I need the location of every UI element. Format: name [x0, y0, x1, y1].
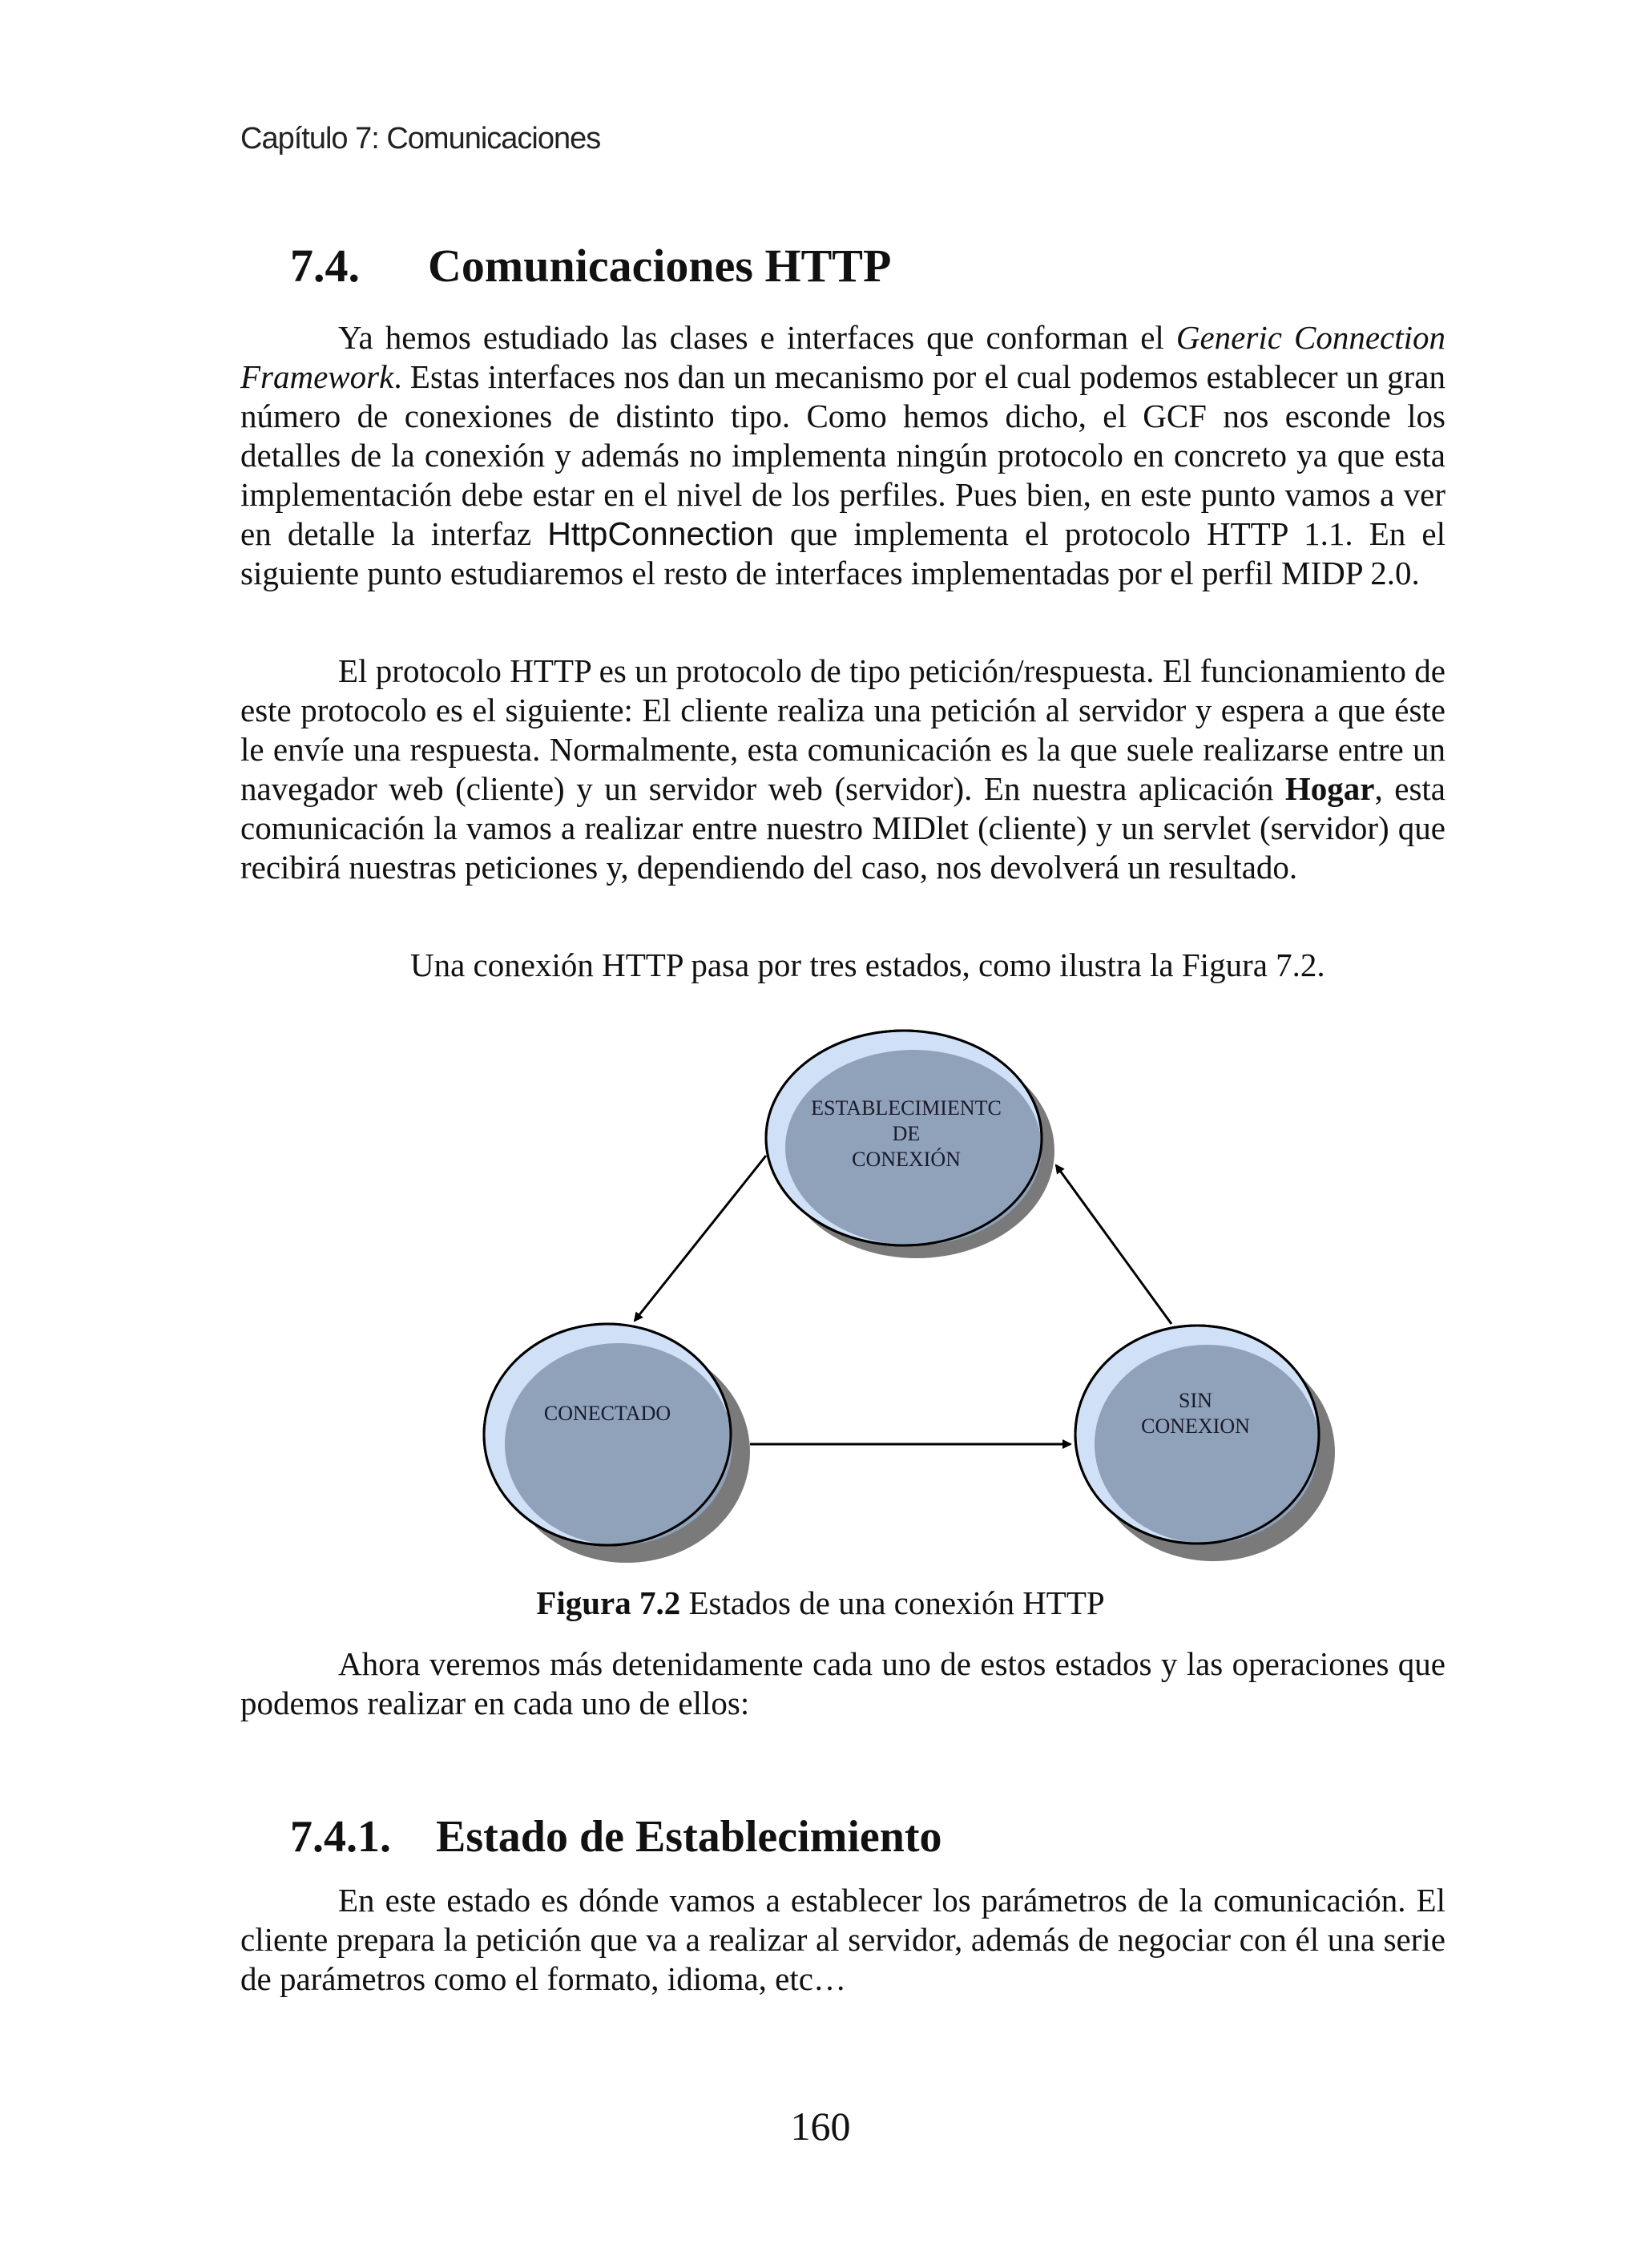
node-left-label: CONECTADO — [543, 1402, 671, 1425]
node-top-label-2: DE — [892, 1122, 921, 1145]
arrow-establecimiento-to-conectado — [635, 1156, 766, 1321]
figure-caption — [240, 1584, 1401, 1623]
p1-text-2: . Estas interfaces nos dan un mecanismo por el cual podemos establecer un gran número de conexiones de distinto tipo. Como hemos dicho, el GCF nos esconde los detalles de la conexión y además no implementa ningún protocolo en concreto ya que esta implementación debe estar en el nivel de los perfiles. Pues bien, en este punto vamos a ver en detalle la interfaz — [240, 358, 1445, 552]
node-right-label-2: CONEXION — [1141, 1414, 1250, 1438]
subsection-number: 7.4.1. — [290, 1812, 391, 1862]
figure-caption-text: Estados de una conexión HTTP — [680, 1584, 1105, 1621]
arrow-sin-conexion-to-establecimiento — [1056, 1165, 1171, 1324]
paragraph-states-detail — [240, 1645, 1445, 1723]
p1-emphasis: Generic Connection Framework — [240, 319, 1445, 395]
p2-text-2: , esta comunicación la vamos a realizar entre nuestro MIDlet (cliente) y un servlet (servidor) que recibirá nuestras peticiones y, dependiendo del caso, nos devolverá un resultado. — [240, 770, 1445, 886]
node-establecimiento — [766, 1031, 1054, 1258]
subsection-heading — [290, 1811, 942, 1862]
node-right-fill — [1095, 1345, 1319, 1544]
running-header: Capítulo 7: Comunicaciones — [240, 122, 601, 155]
sub-p1-text: En este estado es dónde vamos a establecer los parámetros de la comunicación. El cliente prepara la petición que va a realizar al servidor, además de negociar con él una serie de parámetros como el formato, idioma, etc… — [240, 1882, 1445, 1997]
node-right-label-1: SIN — [1179, 1389, 1212, 1412]
page-number: 160 — [790, 2104, 851, 2149]
figure-caption-label: Figura 7.2 — [536, 1584, 681, 1621]
node-left-fill — [505, 1343, 732, 1545]
node-top-label-3: CONEXIÓN — [852, 1148, 961, 1171]
subsection-title: Estado de Establecimiento — [436, 1812, 942, 1862]
p2-bold: Hogar — [1284, 770, 1375, 807]
section-title: Comunicaciones HTTP — [428, 240, 892, 292]
paragraph-establecimiento — [240, 1881, 1445, 1999]
p1-code: HttpConnection — [547, 515, 774, 552]
p4-text: Ahora veremos más detenidamente cada uno de estos estados y las operaciones que podemos realizar en cada uno de ellos: — [240, 1645, 1445, 1721]
node-sin-conexion — [1075, 1326, 1335, 1561]
p1-text-3: que implementa el protocolo HTTP 1.1. En el siguiente punto estudiaremos el resto de interfaces implementadas por el perfil MIDP 2.0. — [240, 515, 1445, 591]
section-number: 7.4. — [290, 240, 360, 292]
node-top-label-1: ESTABLECIMIENTC — [811, 1096, 1002, 1120]
paragraph-states-intro: Una conexión HTTP pasa por tres estados, como ilustra la Figura 7.2. — [410, 946, 1325, 983]
p1-text-1: Ya hemos estudiado las clases e interfaces que conforman el — [338, 319, 1176, 356]
node-conectado — [484, 1324, 750, 1563]
p2-text-1: El protocolo HTTP es un protocolo de tipo petición/respuesta. El funcionamiento de este protocolo es el siguiente: El cliente realiza una petición al servidor y espera a que éste le envíe una respuesta. Normalmente, esta comunicación es la que suele realizarse entre un navegador web (cliente) y un servidor web (servidor). En nuestra aplicación — [240, 652, 1445, 807]
